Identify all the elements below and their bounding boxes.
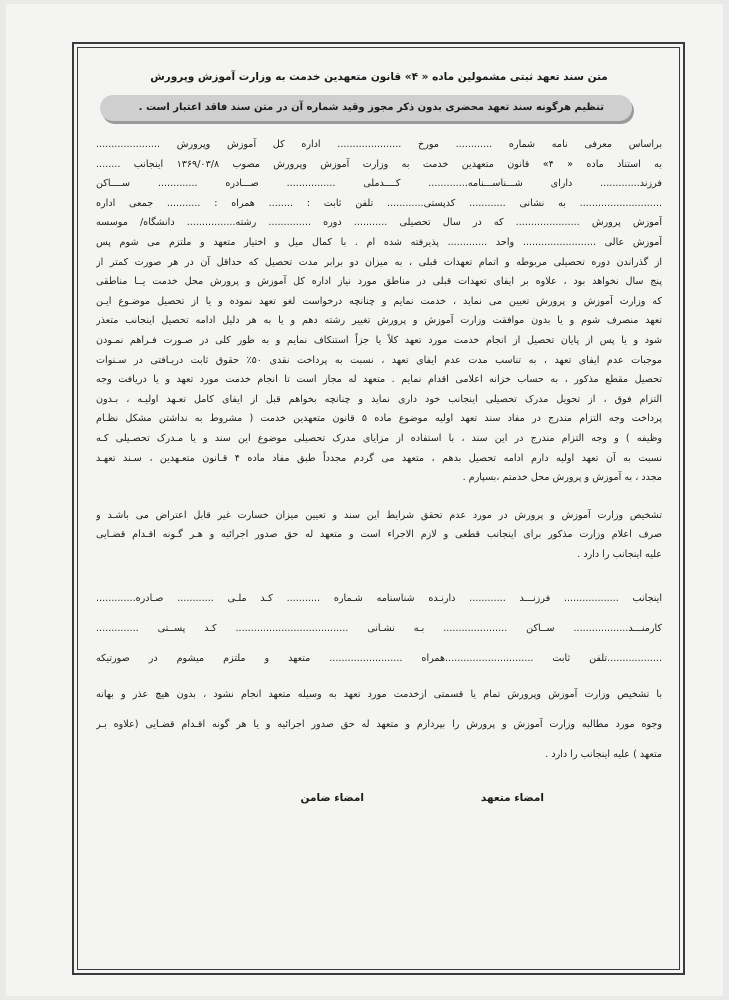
paragraph-line: به استناد ماده « ۴» قانون متعهدین خدمت به وزارت آموزش وپرورش مصوب ۱۳۶۹/۰۳/۸ اینجانب ........ (96, 158, 662, 170)
guarantor-form-line: ..................تلفن ثابت .............................همراه ........................ متعهد و ملتزم میشوم در صورتیکه (96, 653, 662, 665)
paragraph-line: که وزارت آموزش و پرورش تعیین می نماید ، خدمت نمایم و چنانچه درخواست لغو تعهد نموده و یا از تحصیل موضـوع ایـن (96, 295, 662, 307)
paragraph-line: آموزش پرورش ..................... که در سال تحصیلی ........... دوره .............. رشته................ دانشگاه/ موسسه (96, 217, 662, 229)
guarantor-form-line: اینجانب .................. فرزنـــد ............ دارنـده شناسنامه شـماره ........... کـد ملـی ............ صـادره............. (96, 593, 662, 605)
paragraph-line: صرف اعلام وزارت مذکور برای اینجانب قطعی و لازم الاجراء است و متعهد له حق صدور اجرائیه و هـر گـونه اقـدام قضـایی (96, 529, 662, 541)
paragraph-line: تشخیص وزارت آموزش و پرورش در مورد عدم تحقق شرایط این سند و تعیین میزان خسارت غیر قابل اعتراض می باشـد و (96, 509, 662, 521)
paragraph-line: فرزند............. دارای شـــناســـنامه............. کــــدملی ................ صـــادره ............. ســــاکن (96, 178, 662, 190)
paragraph-line: پنج سال نخواهد بود ، علاوه بر ایفای تعهدات قبلی در مناطق مورد نیاز اداره کل آموزش و پرورش محل خدمت یــا مناطقی (96, 276, 662, 288)
paragraph-line: علیه اینجانب را دارد . (577, 548, 662, 560)
obligor-signature-label: امضاء متعهد (480, 792, 544, 805)
document-content (96, 59, 662, 964)
paragraph-line: موجبات عدم ایفای تعهد ، به تناسب مدت عدم ایفای تعهد ، نسبت به پرداخت نقدی ۵۰٪ حقوق ثابت دریـافتی در سـنوات (96, 354, 662, 366)
paragraph-line: براساس معرفی نامه شماره ............ مورخ ..................... اداره کل آموزش وپرورش ..................... (96, 139, 662, 150)
paragraph-line: با تشخیص وزارت آموزش وپرورش تمام یا قسمتی ازخدمت مورد تعهد به وسیله متعهد انجام نشود ، بدون هیچ عذر و بهانه (96, 689, 662, 701)
paragraph-line: پرداخت وجه التزام مندرج در مفاد سند تعهد اولیه موضوع ماده ۵ قانون متعهدین خدمت ( مشروط به نداشتن مشکل نظـام (96, 413, 662, 425)
guarantor-form-line: کارمنـــد.................. ســاکن ..................... بـه نشـانی ..................................... کـد پســتی .............. (96, 623, 662, 635)
paragraph-line: نسبت به آن تعهد اولیه دارم ادامه تحصیل بدهم ، متعهد می گردم مجدداً طبق مفاد ماده ۴ قـانون متعـهدین ، سـند تعهـد (96, 452, 662, 464)
assessment-paragraph (96, 506, 662, 565)
guarantor-form (96, 584, 662, 674)
paragraph-line: از گذراندن دوره تحصیلی مربوطه و اتمام تعهدات قبلی ، به میزان دو برابر مدت تحصیل که حداقل آن در هر صورت کمتر از (96, 256, 662, 268)
signature-row (96, 792, 662, 812)
paragraph-line: آموزش عالی ........................ واحد ............. پذیرفته شده ام . با کمال میل و اختیار متعهد و ملتزم می شوم پس (96, 236, 662, 248)
paragraph-line: متعهد ) علیه اینجانب را دارد . (545, 749, 662, 761)
validity-notice-banner: تنظیم هرگونه سند تعهد محضری بدون ذکر مجوز وقید شماره آن در متن سند فاقد اعتبار است . (100, 95, 632, 121)
obligation-paragraph (96, 135, 662, 488)
paragraph-line: وظیفه ) و وجه التزام مندرج در این سند ، با استفاده از مزایای مدرک تحصیلی موضوع این سند و یا مـدرک تحصـیلی کـه (96, 432, 662, 444)
paragraph-line: التزام فوق ، از تحویل مدرک تحصیلی اینجانب خود داری نماید و چنانچه بخواهم قبل از ایفای کامل تعـهد اولیـه ، بـدون (96, 393, 662, 405)
paragraph-line: تحصیل مقطع مذکور ، به حساب خزانه اعلامی اقدام نمایم . متعهد له مجاز است تا انجام خدمت مورد تعهد و یا دریافت وجه (96, 374, 662, 386)
paragraph-line: تعهد منصرف شوم و یا بدون موافقت وزارت آموزش و پرورش تغییر رشته دهم و یا به هر دلیل ادامه تحصیل اینجانب متعذر (96, 315, 662, 327)
paragraph-line: ........................... به نشانی ............ کدپستی............ تلفن ثابت : ........ همراه : ........... جمعی اداره (96, 197, 662, 209)
paragraph-line: مجدد ، به آموزش و پرورش محل خدمتم ،بسپارم . (462, 472, 662, 484)
document-title: متن سند تعهد ثبتی مشمولین ماده « ۴» قانون متعهدین خدمت به وزارت آموزش وپرورش (150, 71, 608, 83)
document-sheet (6, 4, 723, 996)
guarantor-commitment-paragraph (96, 680, 662, 770)
paragraph-line: شود و یا پس از پایان تحصیل از انجام خدمت مورد تعهد کلاً یا جزاً استنکاف نمایم و به طور کلی در صـورت فـراهم نمـودن (96, 334, 662, 346)
paragraph-line: وجوه مورد مطالبه وزارت آموزش و پرورش را بپردازم و متعهد له حق صدور اجرائیه و یا هر گونه اقـدام قضـایی (علاوه بـر (96, 719, 662, 731)
guarantor-signature-label: امضاء ضامن (300, 792, 364, 805)
